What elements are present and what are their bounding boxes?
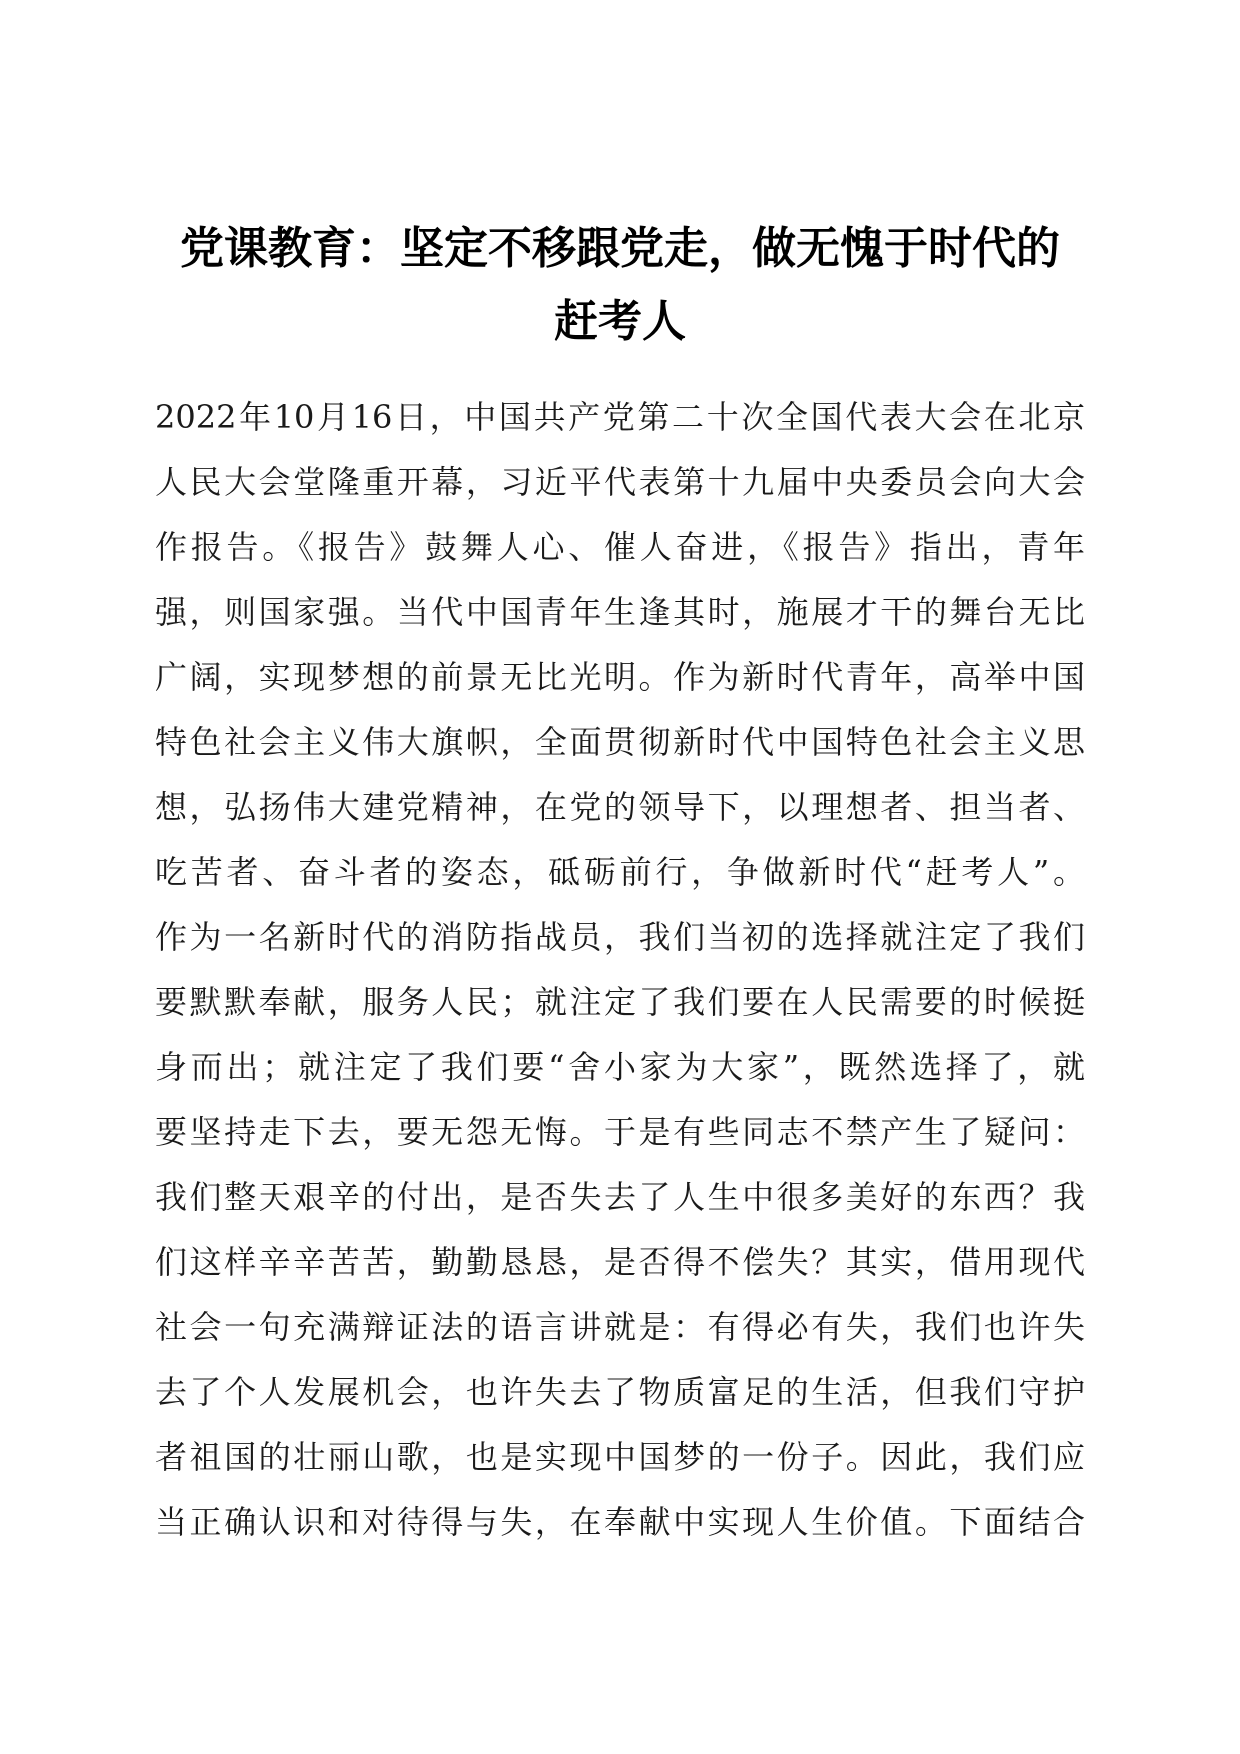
body-line: 要坚持走下去，要无怨无悔。于是有些同志不禁产生了疑问：	[155, 1113, 1085, 1151]
body-line: 特色社会主义伟大旗帜，全面贯彻新时代中国特色社会主义思	[155, 723, 1085, 761]
document-title	[155, 212, 1085, 358]
title-line: 党课教育：坚定不移跟党走，做无愧于时代的	[180, 223, 1060, 274]
body-line: 要默默奉献，服务人民；就注定了我们要在人民需要的时候挺	[155, 983, 1085, 1021]
body-line: 去了个人发展机会，也许失去了物质富足的生活，但我们守护	[155, 1373, 1085, 1411]
body-line: 作为一名新时代的消防指战员，我们当初的选择就注定了我们	[155, 918, 1085, 956]
body-line: 强，则国家强。当代中国青年生逢其时，施展才干的舞台无比	[155, 593, 1085, 631]
body-line: 广阔，实现梦想的前景无比光明。作为新时代青年，高举中国	[155, 658, 1085, 696]
body-line: 当正确认识和对待得与失，在奉献中实现人生价值。下面结合	[155, 1503, 1085, 1541]
body-line: 人民大会堂隆重开幕，习近平代表第十九届中央委员会向大会	[155, 463, 1085, 501]
body-line: 者祖国的壮丽山歌，也是实现中国梦的一份子。因此，我们应	[155, 1438, 1085, 1476]
body-line: 作报告。《报告》鼓舞人心、催人奋进，《报告》指出，青年	[155, 528, 1085, 566]
document-body	[155, 385, 1085, 1555]
body-line: 想，弘扬伟大建党精神，在党的领导下，以理想者、担当者、	[155, 788, 1085, 826]
body-line: 社会一句充满辩证法的语言讲就是：有得必有失，我们也许失	[155, 1308, 1085, 1346]
body-line: 2022年10月16日，中国共产党第二十次全国代表大会在北京	[155, 398, 1085, 436]
body-line: 们这样辛辛苦苦，勤勤恳恳，是否得不偿失？其实，借用现代	[155, 1243, 1085, 1281]
body-line: 我们整天艰辛的付出，是否失去了人生中很多美好的东西？我	[155, 1178, 1085, 1216]
title-line: 赶考人	[554, 296, 686, 347]
body-line: 身而出；就注定了我们要“舍小家为大家”，既然选择了，就	[155, 1048, 1085, 1086]
body-line: 吃苦者、奋斗者的姿态，砥砺前行，争做新时代“赶考人”。	[155, 853, 1085, 891]
